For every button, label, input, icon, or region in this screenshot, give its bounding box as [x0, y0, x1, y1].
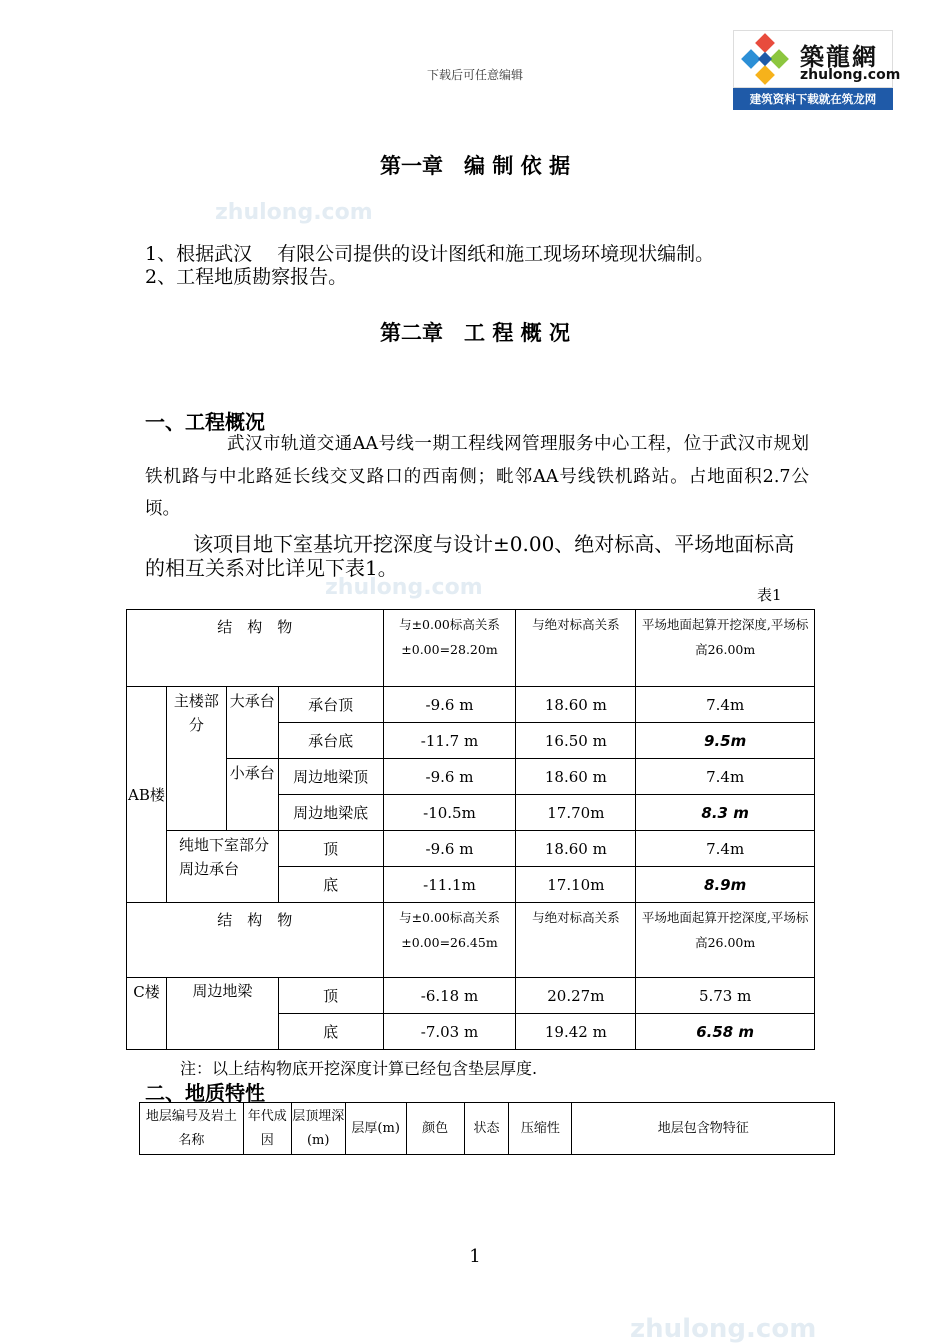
table1-caption: 表1 — [757, 586, 782, 604]
row-relative: -11.1m — [383, 867, 516, 903]
row-item: 底 — [278, 1014, 383, 1050]
header-color: 颜色 — [406, 1103, 464, 1155]
header-era: 年代成因 — [243, 1103, 291, 1155]
header-relative-elevation — [383, 903, 516, 978]
row-relative: -9.6 m — [383, 759, 516, 795]
logo-panel — [733, 30, 901, 88]
table-row — [127, 978, 815, 1014]
watermark: zhulong.com — [325, 575, 483, 600]
logo-tagline: 建筑资料下载就在筑龙网 — [733, 88, 893, 110]
header-state: 状态 — [464, 1103, 509, 1155]
c-part-label: 周边地梁 — [166, 978, 278, 1050]
small-cap-label: 小承台 — [226, 759, 278, 831]
row-absolute: 18.60 m — [516, 687, 636, 723]
header-top-depth: 层顶埋深(m) — [291, 1103, 345, 1155]
table-header-row — [127, 903, 815, 978]
zhulong-logo — [733, 30, 901, 110]
chapter1-title: 第一章 编 制 依 据 — [380, 154, 570, 178]
section1-paragraph-1: 武汉市轨道交通AA号线一期工程线网管理服务中心工程，位于武汉市规划铁机路与中北路延长线交叉路口的西南侧；毗邻AA号线铁机路站。占地面积2.7公顷。 — [145, 434, 809, 519]
row-depth: 9.5m — [636, 723, 815, 759]
header-relative-elevation — [383, 610, 516, 687]
c-building-label: C楼 — [127, 978, 167, 1050]
row-absolute: 18.60 m — [516, 759, 636, 795]
row-relative: -10.5m — [383, 795, 516, 831]
row-item: 承台顶 — [278, 687, 383, 723]
row-depth: 8.3 m — [636, 795, 815, 831]
row-relative: -11.7 m — [383, 723, 516, 759]
row-relative: -9.6 m — [383, 831, 516, 867]
row-absolute: 20.27m — [516, 978, 636, 1014]
row-absolute: 17.10m — [516, 867, 636, 903]
header-compressibility: 压缩性 — [509, 1103, 572, 1155]
excavation-depth-table — [126, 609, 815, 1050]
section2-title: 二、地质特性 — [145, 1081, 265, 1105]
table1-note: 注：以上结构物底开挖深度计算已经包含垫层厚度. — [180, 1059, 538, 1078]
header-structure: 结 构 物 — [127, 903, 384, 978]
logo-chinese-name: 築龍網 — [800, 43, 878, 71]
header-thickness: 层厚(m) — [345, 1103, 406, 1155]
table-row — [127, 831, 815, 867]
header-inclusions: 地层包含物特征 — [572, 1103, 835, 1155]
pure-basement-label: 纯地下室部分周边承台 — [166, 831, 278, 903]
watermark: zhulong.com — [630, 1314, 817, 1344]
watermark: zhulong.com — [215, 200, 373, 225]
row-item: 顶 — [278, 978, 383, 1014]
row-absolute: 19.42 m — [516, 1014, 636, 1050]
header-stratum: 地层编号及岩土名称 — [140, 1103, 244, 1155]
table-header-row — [140, 1103, 835, 1155]
chapter2-title: 第二章 工 程 概 况 — [380, 321, 570, 345]
basis-item: 1、根据武汉 有限公司提供的设计图纸和施工现场环境现状编制。 — [145, 243, 715, 265]
row-item: 周边地梁顶 — [278, 759, 383, 795]
header-excavation-depth: 平场地面起算开挖深度,平场标高26.00m — [636, 610, 815, 687]
table-row — [127, 759, 815, 795]
table-header-row — [127, 610, 815, 687]
logo-diamond-icon — [736, 32, 798, 88]
main-part-label: 主楼部分 — [166, 687, 226, 831]
row-absolute: 18.60 m — [516, 831, 636, 867]
header-absolute-elevation: 与绝对标高关系 — [516, 610, 636, 687]
row-absolute: 16.50 m — [516, 723, 636, 759]
section1-title: 一、工程概况 — [145, 410, 265, 434]
geology-table — [139, 1102, 835, 1155]
table-row — [127, 687, 815, 723]
logo-english-name: zhulong.com — [800, 67, 901, 83]
row-item: 承台底 — [278, 723, 383, 759]
row-absolute: 17.70m — [516, 795, 636, 831]
row-item: 周边地梁底 — [278, 795, 383, 831]
row-item: 顶 — [278, 831, 383, 867]
header-structure: 结 构 物 — [127, 610, 384, 687]
header-absolute-elevation: 与绝对标高关系 — [516, 903, 636, 978]
header-relative-base: ±0.00=26.45m — [401, 935, 498, 950]
row-depth: 7.4m — [636, 687, 815, 723]
row-relative: -6.18 m — [383, 978, 516, 1014]
page-number: 1 — [469, 1246, 481, 1267]
header-relative-base: ±0.00=28.20m — [401, 642, 498, 657]
big-cap-label: 大承台 — [226, 687, 278, 759]
header-relative-label: 与±0.00标高关系 — [399, 910, 500, 925]
row-relative: -7.03 m — [383, 1014, 516, 1050]
row-relative: -9.6 m — [383, 687, 516, 723]
section1-paragraph-2: 该项目地下室基坑开挖深度与设计±0.00、绝对标高、平场地面标高的相互关系对比详见下表1。 — [145, 532, 795, 580]
row-depth: 5.73 m — [636, 978, 815, 1014]
row-item: 底 — [278, 867, 383, 903]
row-depth: 8.9m — [636, 867, 815, 903]
row-depth: 7.4m — [636, 759, 815, 795]
row-depth: 7.4m — [636, 831, 815, 867]
ab-building-label: AB楼 — [127, 687, 167, 903]
row-depth: 6.58 m — [636, 1014, 815, 1050]
header-note: 下载后可任意编辑 — [426, 68, 523, 82]
header-excavation-depth: 平场地面起算开挖深度,平场标高26.00m — [636, 903, 815, 978]
basis-item: 2、工程地质勘察报告。 — [145, 266, 348, 288]
header-relative-label: 与±0.00标高关系 — [399, 617, 500, 632]
